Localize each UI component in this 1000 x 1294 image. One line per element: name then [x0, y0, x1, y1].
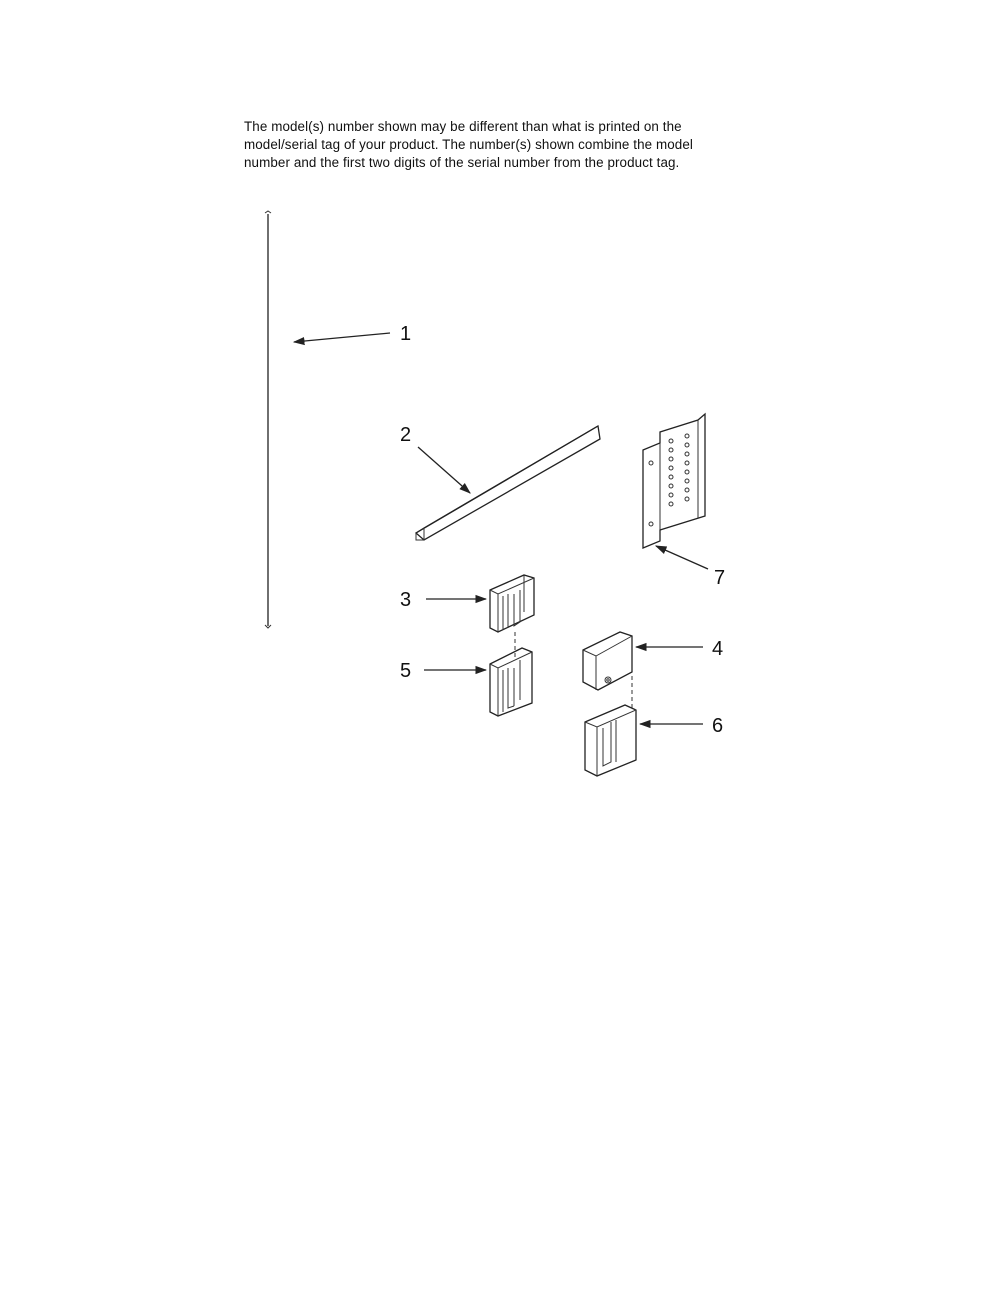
part-2-angle-strip: [416, 426, 600, 540]
note-line: number and the first two digits of the serial number from the product tag.: [244, 155, 680, 170]
callout-6: 6: [712, 715, 724, 737]
part-3-upper-clip: [490, 575, 534, 632]
callout-7: 7: [714, 567, 726, 589]
part-5-lower-clip: [490, 648, 532, 716]
part-4-upper-clip: [583, 632, 632, 690]
callout-2: 2: [400, 424, 412, 446]
callout-4: 4: [712, 638, 724, 660]
leader-arrow: [294, 333, 390, 342]
callout-1: 1: [400, 323, 412, 345]
callout-5: 5: [400, 660, 412, 682]
note-line: model/serial tag of your product. The number(s) shown combine the model: [244, 137, 693, 152]
leader-arrow: [656, 546, 708, 569]
leader-arrow: [418, 447, 470, 493]
note-line: The model(s) number shown may be different than what is printed on the: [244, 119, 682, 134]
part-7-slotted-bracket: [643, 414, 705, 548]
callout-3: 3: [400, 589, 412, 611]
part-1-rod: [265, 211, 271, 628]
part-6-lower-clip: [585, 705, 636, 776]
